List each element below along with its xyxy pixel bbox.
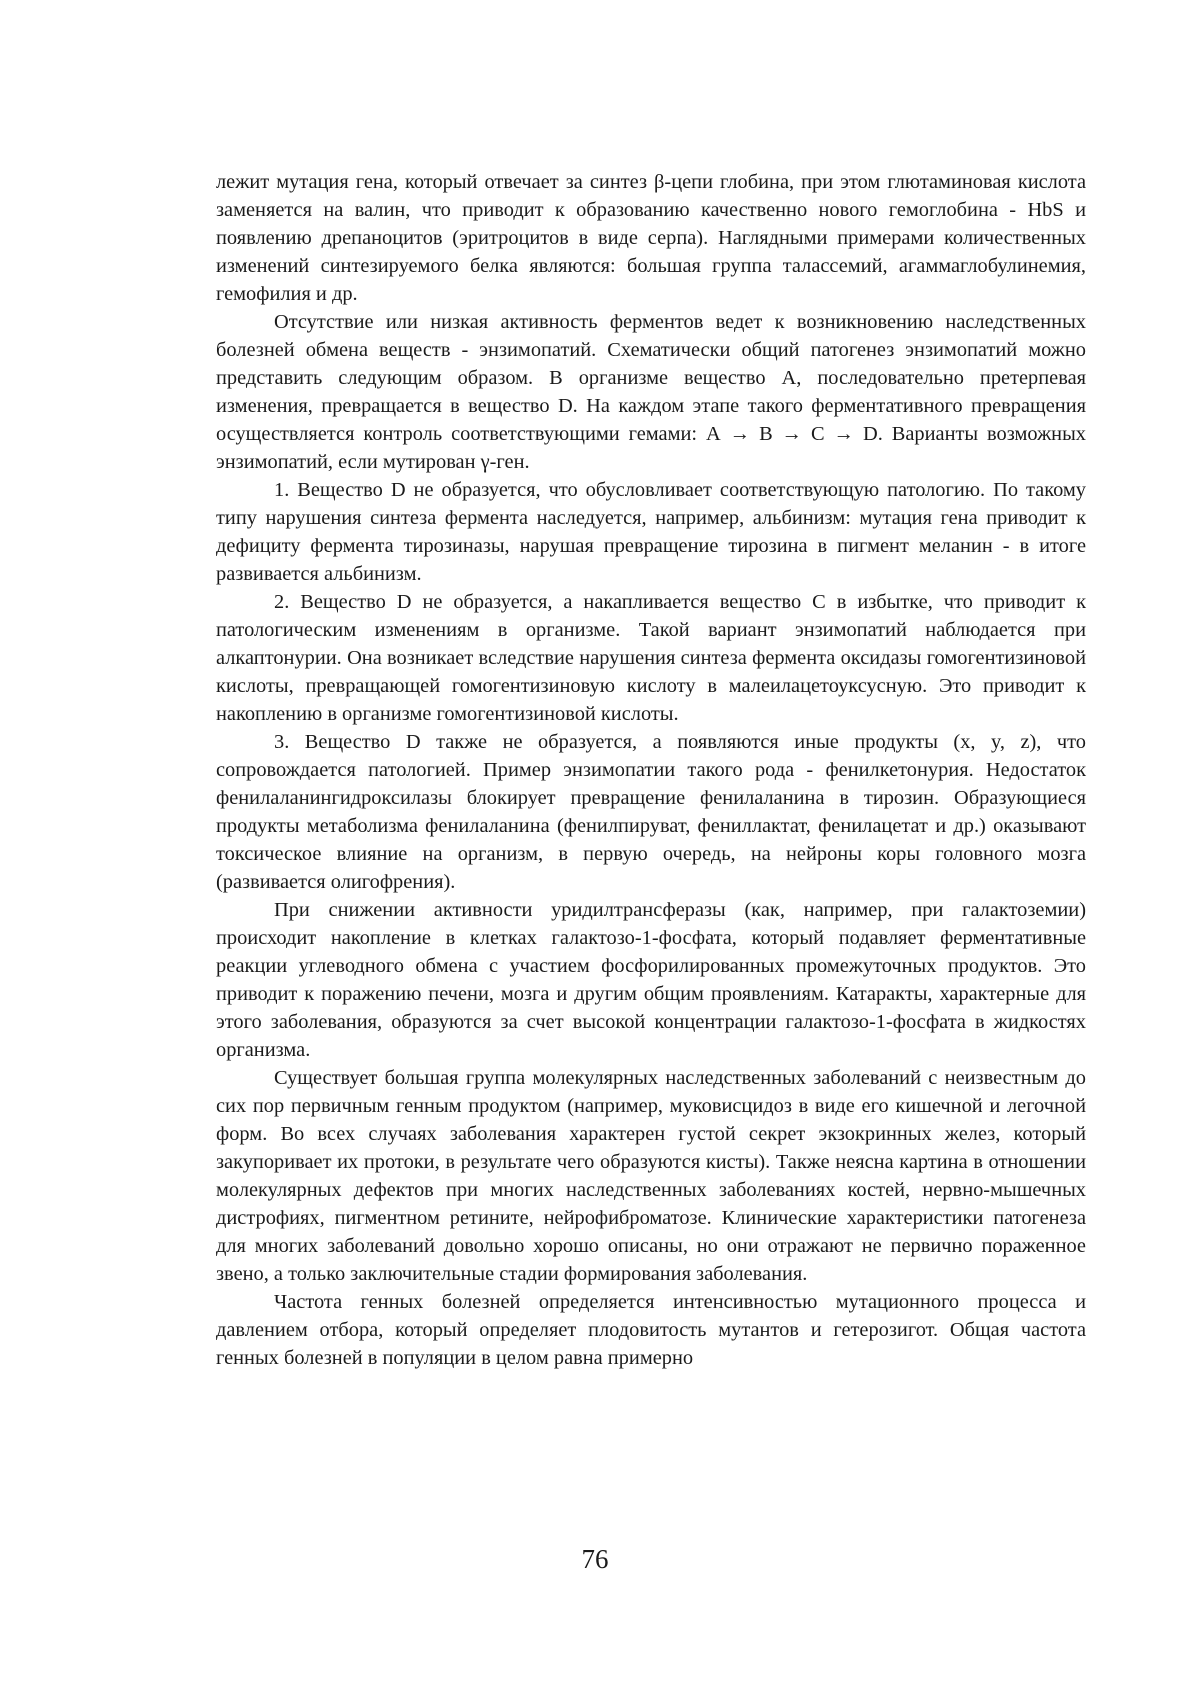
paragraph-variant-3: 3. Вещество D также не образуется, а появляются иные продукты (x, y, z), что сопровождается патологией. Пример энзимопатии такого рода - фенилкетонурия. Недостаток фенилаланингидроксилазы блокирует превращение фенилаланина в тирозин. Образующиеся продукты метаболизма фенилаланина (фенилпируват, фениллактат, фенилацетат и др.) оказывают токсическое влияние на организм, в первую очередь, на нейроны коры головного мозга (развивается олигофрения). (216, 731, 1086, 893)
page-number: 76 (581, 1544, 609, 1574)
body-text (216, 168, 1086, 1372)
paragraph-variant-1: 1. Вещество D не образуется, что обусловливает соответствующую патологию. По такому типу нарушения синтеза фермента наследуется, например, альбинизм: мутация гена приводит к дефициту фермента тирозиназы, нарушая превращение тирозина в пигмент меланин - в итоге развивается альбинизм. (216, 479, 1086, 585)
paragraph-enzymopathies: Отсутствие или низкая активность ферментов ведет к возникновению наследственных болезней обмена веществ - энзимопатий. Схематически общий патогенез энзимопатий можно представить следующим образом. В организме вещество А, последовательно претерпевая изменения, превращается в вещество D. На каждом этапе такого ферментативного превращения осуществляется контроль соответствующими гемами: А → В → С → D. Варианты возможных энзимопатий, если мутирован γ-ген. (216, 311, 1086, 473)
paragraph-variant-2: 2. Вещество D не образуется, а накапливается вещество С в избытке, что приводит к патологическим изменениям в организме. Такой вариант энзимопатий наблюдается при алкаптонурии. Она возникает вследствие нарушения синтеза фермента оксидазы гомогентизиновой кислоты, превращающей гомогентизиновую кислоту в малеилацетоуксусную. Это приводит к накоплению в организме гомогентизиновой кислоты. (216, 591, 1086, 725)
paragraph-continuation: лежит мутация гена, который отвечает за синтез β-цепи глобина, при этом глютаминовая кислота заменяется на валин, что приводит к образованию качественно нового гемоглобина - HbS и появлению дрепаноцитов (эритроцитов в виде серпа). Наглядными примерами количественных изменений синтезируемого белка являются: большая группа талассемий, агаммаглобулинемия, гемофилия и др. (216, 171, 1086, 305)
paragraph-frequency: Частота генных болезней определяется интенсивностью мутационного процесса и давлением отбора, который определяет плодовитость мутантов и гетерозигот. Общая частота генных болезней в популяции в целом равна примерно (216, 1291, 1086, 1369)
paragraph-unknown-products: Существует большая группа молекулярных наследственных заболеваний с неизвестным до сих пор первичным генным продуктом (например, муковисцидоз в виде его кишечной и легочной форм. Во всех случаях заболевания характерен густой секрет экзокринных желез, который закупоривает их протоки, в результате чего образуются кисты). Также неясна картина в отношении молекулярных дефектов при многих наследственных заболеваниях костей, нервно-мышечных дистрофиях, пигментном ретините, нейрофиброматозе. Клинические характеристики патогенеза для многих заболеваний довольно хорошо описаны, но они отражают не первично пораженное звено, а только заключительные стадии формирования заболевания. (216, 1067, 1086, 1285)
paragraph-galactosemia: При снижении активности уридилтрансферазы (как, например, при галактоземии) происходит накопление в клетках галактозо-1-фосфата, который подавляет ферментативные реакции углеводного обмена с участием фосфорилированных промежуточных продуктов. Это приводит к поражению печени, мозга и другим общим проявлениям. Катаракты, характерные для этого заболевания, образуются за счет высокой концентрации галактозо-1-фосфата в жидкостях организма. (216, 899, 1086, 1061)
